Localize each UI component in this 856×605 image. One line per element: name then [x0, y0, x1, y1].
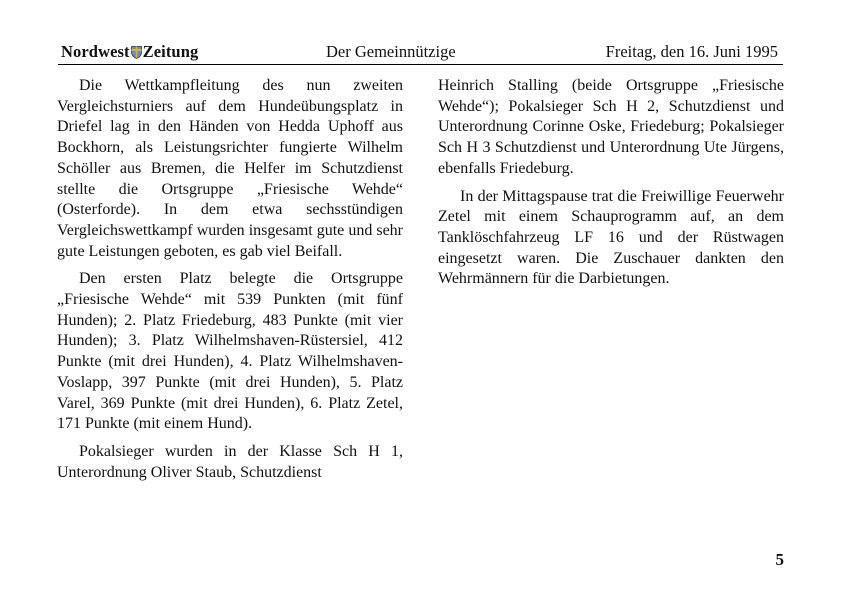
paragraph: Heinrich Stalling (beide Ortsgruppe „Friesische Wehde“); Pokalsieger Sch H 2, Schutzdienst und Unterordnung Corinne Oske, Friedeburg; Pokalsieger Sch H 3 Schutzdienst und Unterordnung Ute Jürgens, ebenfalls Friedeburg. [438, 77, 784, 177]
page-header [58, 42, 783, 65]
section-title: Der Gemeinnützige [326, 42, 456, 61]
brand-left: Nordwest [61, 42, 130, 61]
paragraph: Pokalsieger wurden in der Klasse Sch H 1, Unterordnung Oliver Staub, Schutzdienst [57, 442, 403, 481]
page-number: 5 [775, 550, 784, 569]
paragraph: In der Mittagspause trat die Freiwillige Feuerwehr Zetel mit einem Schauprogramm auf, an dem Tanklöschfahrzeug LF 16 und der Rüstwagen eingesetzt waren. Die Zuschauer dankten den Wehrmännern für die Darbietungen. [438, 187, 784, 288]
left-column [57, 76, 403, 490]
paragraph: Den ersten Platz belegte die Ortsgruppe „Friesische Wehde“ mit 539 Punkten (mit fünf Hunden); 2. Platz Friedeburg, 483 Punkte (mit vier Hunden); 3. Platz Wilhelmshaven-Rüstersiel, 412 Punkte (mit drei Hunden), 4. Platz Wilhelmshaven-Voslapp, 397 Punkte (mit drei Hunden), 5. Platz Varel, 369 Punkte (mit drei Hunden), 6. Platz Zetel, 171 Punkte (mit einem Hund). [57, 270, 403, 433]
brand-right: Zeitung [142, 42, 199, 61]
right-column [438, 76, 784, 297]
issue-date: Freitag, den 16. Juni 1995 [605, 42, 778, 61]
coat-of-arms-icon [131, 44, 142, 64]
paragraph: Die Wettkampfleitung des nun zweiten Vergleichsturniers auf dem Hundeübungsplatz in Driefel lag in den Händen von Hedda Uphoff aus Bockhorn, als Leistungsrichter fungierte Wilhelm Schöller aus Bremen, die Helfer im Schutzdienst stellte die Ortsgruppe „Friesische Wehde“ (Osterforde). In dem etwa sechsstündigen Vergleichswettkampf wurden insgesamt gute und sehr gute Leistungen geboten, es gab viel Beifall. [57, 77, 403, 260]
newspaper-logo [61, 42, 198, 64]
